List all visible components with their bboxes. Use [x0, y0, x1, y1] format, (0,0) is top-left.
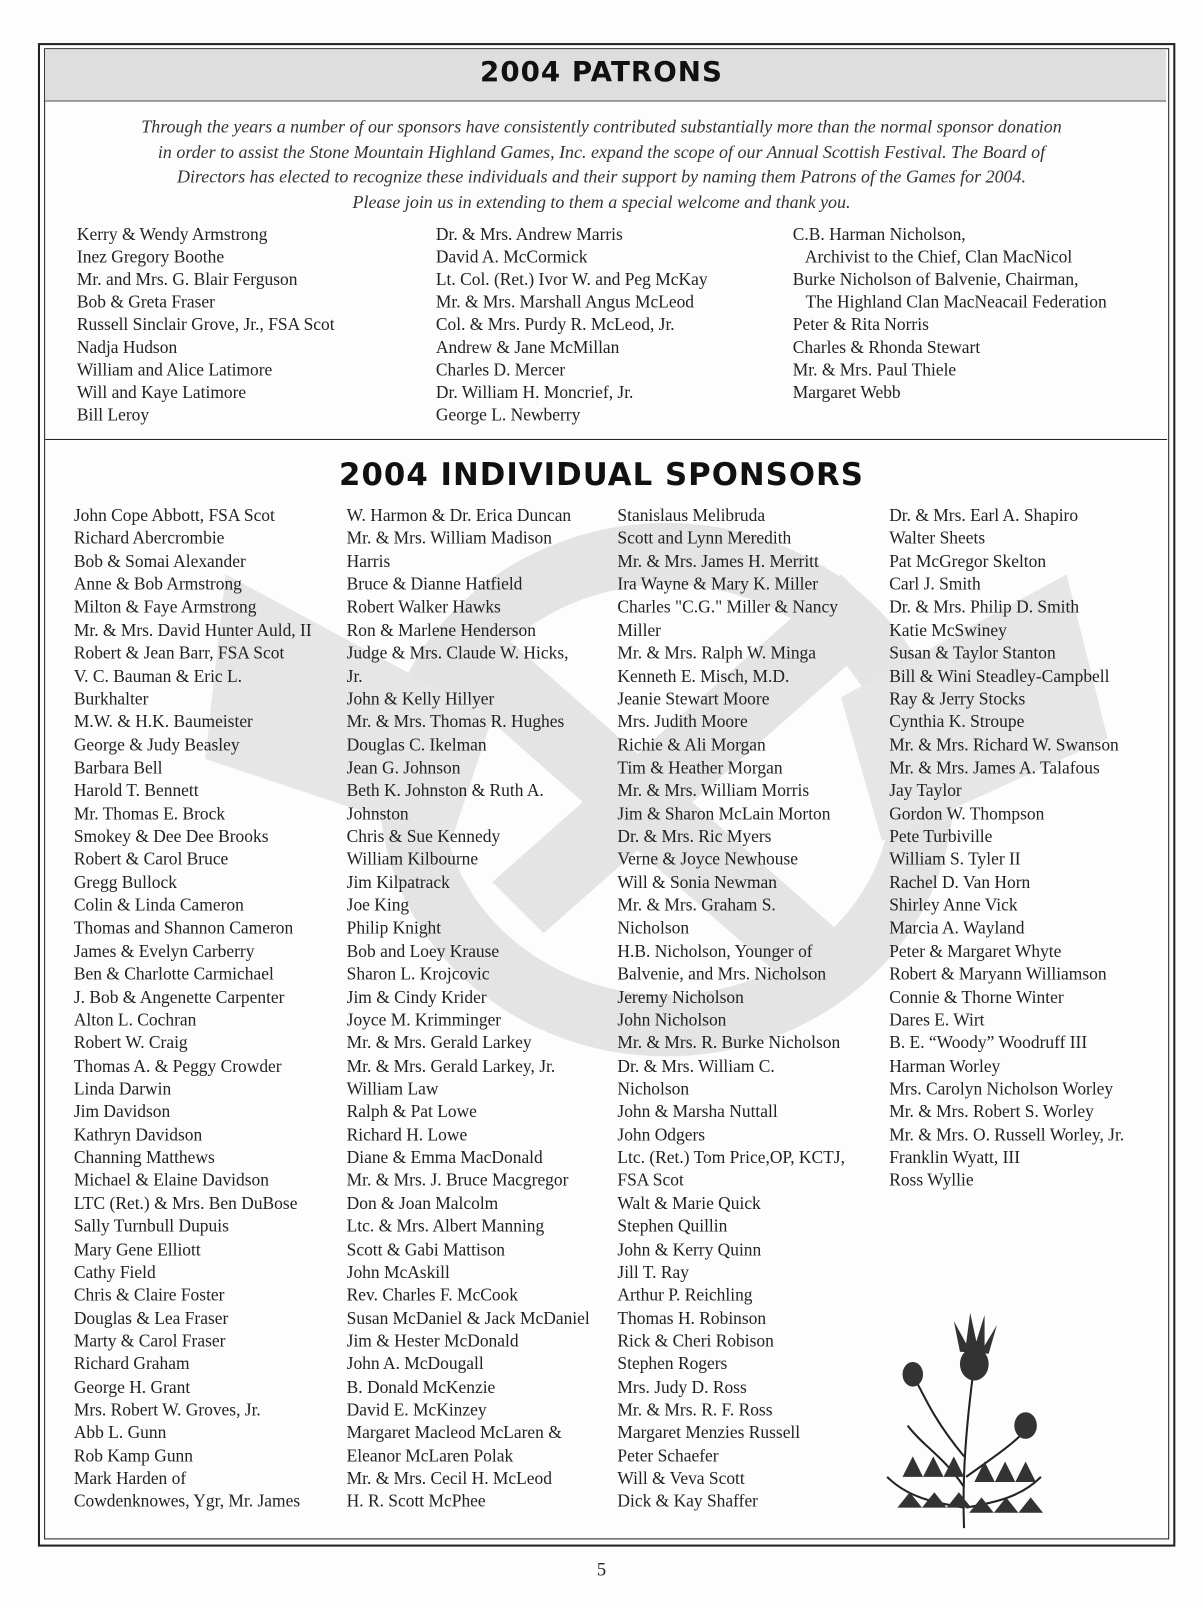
name-entry: Philip Knight: [346, 918, 442, 938]
patrons-intro: [72, 114, 1131, 215]
name-entry: Rick & Cheri Robison: [617, 1331, 774, 1351]
name-entry: J. Bob & Angenette Carpenter: [73, 987, 285, 1007]
name-entry: George L. Newberry: [435, 405, 581, 425]
name-entry: Margaret Webb: [792, 382, 901, 403]
name-entry: Richie & Ali Morgan: [617, 734, 766, 755]
name-entry: Inez Gregory Boothe: [76, 247, 225, 267]
name-entry: Dr. & Mrs. Philip D. Smith: [889, 597, 1080, 617]
name-entry: Richard Abercrombie: [73, 528, 225, 549]
name-entry: Ltc. & Mrs. Albert Manning: [346, 1216, 545, 1236]
name-entry: Cathy Field: [73, 1262, 156, 1282]
name-entry: Jeremy Nicholson: [617, 987, 744, 1007]
name-entry: Cowdenknowes, Ygr, Mr. James: [73, 1491, 301, 1512]
name-entry: William S. Tyler II: [889, 849, 1021, 870]
name-entry: Kenneth E. Misch, M.D.: [617, 666, 790, 686]
name-entry: B. Donald McKenzie: [346, 1377, 496, 1397]
name-entry: Mr. & Mrs. Paul Thiele: [792, 359, 957, 380]
sponsors-column-2: [347, 505, 590, 1514]
name-entry: Lt. Col. (Ret.) Ivor W. and Peg McKay: [435, 269, 708, 290]
name-entry: Mrs. Judith Moore: [617, 712, 748, 732]
name-entry: Douglas C. Ikelman: [346, 734, 487, 755]
name-entry: Judge & Mrs. Claude W. Hicks,: [346, 643, 569, 663]
name-entry: Marty & Carol Fraser: [73, 1331, 226, 1351]
name-entry: Shirley Anne Vick: [889, 895, 1018, 915]
name-entry: Ltc. (Ret.) Tom Price,OP, KCTJ,: [617, 1147, 845, 1168]
name-entry: Mr. Thomas E. Brock: [73, 803, 226, 824]
name-entry: Kathryn Davidson: [73, 1124, 203, 1145]
name-entry: Alton L. Cochran: [73, 1010, 197, 1030]
name-entry: Linda Darwin: [73, 1078, 172, 1099]
sponsors-title: 2004 INDIVIDUAL SPONSORS: [339, 457, 864, 494]
name-entry: Stephen Quillin: [617, 1216, 728, 1236]
name-entry: Mr. & Mrs. William Madison: [346, 528, 552, 549]
name-entry: Jr.: [346, 666, 363, 686]
name-entry: Rob Kamp Gunn: [73, 1445, 193, 1466]
name-entry: William and Alice Latimore: [76, 359, 273, 380]
name-entry: Jean G. Johnson: [346, 757, 461, 778]
name-entry: John A. McDougall: [346, 1354, 484, 1374]
name-entry: Bob & Somai Alexander: [73, 551, 246, 571]
name-entry: Richard Graham: [73, 1354, 190, 1374]
name-entry: Nicholson: [617, 918, 690, 938]
name-entry: David A. McCormick: [435, 247, 588, 267]
name-entry: Mr. & Mrs. R. Burke Nicholson: [617, 1033, 841, 1053]
name-entry: Smokey & Dee Dee Brooks: [73, 826, 269, 847]
name-entry: Milton & Faye Armstrong: [73, 597, 257, 617]
patrons-column-2: [436, 224, 708, 427]
name-entry: Ray & Jerry Stocks: [889, 689, 1026, 709]
name-entry: Mr. & Mrs. James H. Merritt: [617, 551, 819, 571]
name-entry: Col. & Mrs. Purdy R. McLeod, Jr.: [435, 314, 675, 335]
name-entry: Ron & Marlene Henderson: [346, 620, 536, 640]
name-entry: Mr. & Mrs. O. Russell Worley, Jr.: [889, 1124, 1125, 1145]
name-entry: William Law: [346, 1078, 439, 1099]
name-entry: Margaret Menzies Russell: [617, 1422, 801, 1443]
name-entry: Bill & Wini Steadley-Campbell: [889, 666, 1110, 686]
name-entry: Ira Wayne & Mary K. Miller: [617, 574, 819, 594]
name-entry: Johnston: [346, 803, 409, 824]
name-entry: Stanislaus Melibruda: [617, 505, 766, 526]
name-entry: Mr. & Mrs. Gerald Larkey: [346, 1033, 532, 1053]
name-entry: Abb L. Gunn: [73, 1422, 167, 1443]
name-entry: Mrs. Carolyn Nicholson Worley: [889, 1078, 1114, 1099]
page-number: 5: [596, 1558, 607, 1580]
name-entry: Jim & Sharon McLain Morton: [617, 803, 831, 824]
name-entry: Bob and Loey Krause: [346, 941, 500, 961]
name-entry: Jeanie Stewart Moore: [617, 689, 770, 709]
name-entry: John McAskill: [346, 1262, 450, 1282]
name-entry: Joe King: [346, 895, 410, 915]
patrons-title: 2004 PATRONS: [480, 56, 723, 89]
name-entry: Robert & Carol Bruce: [73, 849, 229, 870]
name-entry: Scott and Lynn Meredith: [617, 528, 792, 549]
sponsors-column-3: [617, 505, 845, 1514]
name-entry: Tim & Heather Morgan: [617, 757, 783, 778]
intro-line: in order to assist the Stone Mountain Highland Games, Inc. expand the scope of our Annual Scottish Festival. The Board of: [157, 141, 1046, 162]
name-entry: Robert & Jean Barr, FSA Scot: [73, 643, 285, 663]
name-entry: Walter Sheets: [889, 528, 986, 549]
name-entry: Dr. & Mrs. Earl A. Shapiro: [889, 505, 1079, 526]
thistle-illustration-icon: [882, 1303, 1046, 1539]
name-entry: H.B. Nicholson, Younger of: [617, 941, 813, 961]
name-entry: Harman Worley: [889, 1055, 1001, 1076]
name-entry: Mr. & Mrs. R. F. Ross: [617, 1399, 773, 1420]
name-entry: Mr. and Mrs. G. Blair Ferguson: [76, 269, 298, 290]
name-entry: The Highland Clan MacNeacail Federation: [792, 292, 1107, 312]
intro-line: Please join us in extending to them a special welcome and thank you.: [352, 191, 851, 212]
name-entry: Connie & Thorne Winter: [889, 987, 1064, 1007]
name-entry: Andrew & Jane McMillan: [435, 337, 620, 357]
name-entry: Mr. & Mrs. Ralph W. Minga: [617, 643, 816, 663]
name-entry: Rachel D. Van Horn: [889, 872, 1031, 893]
name-entry: Scott & Gabi Mattison: [346, 1239, 506, 1259]
name-entry: Charles & Rhonda Stewart: [792, 337, 981, 357]
name-entry: Jim & Cindy Krider: [346, 987, 487, 1007]
name-entry: Mr. & Mrs. Marshall Angus McLeod: [435, 292, 695, 312]
name-entry: John Odgers: [617, 1124, 706, 1145]
name-entry: Gregg Bullock: [73, 872, 177, 893]
name-entry: Chris & Claire Foster: [73, 1285, 225, 1305]
name-entry: John Cope Abbott, FSA Scot: [73, 505, 275, 526]
name-entry: Katie McSwiney: [889, 620, 1007, 640]
name-entry: Barbara Bell: [73, 757, 163, 778]
name-entry: H. R. Scott McPhee: [346, 1491, 486, 1512]
name-entry: Robert Walker Hawks: [346, 597, 501, 617]
name-entry: Stephen Rogers: [617, 1354, 728, 1374]
name-entry: Thomas A. & Peggy Crowder: [73, 1055, 282, 1076]
name-entry: Susan McDaniel & Jack McDaniel: [346, 1308, 590, 1328]
name-entry: Colin & Linda Cameron: [73, 895, 244, 915]
name-entry: Jill T. Ray: [617, 1262, 689, 1282]
name-entry: Harris: [346, 551, 391, 571]
name-entry: Bob & Greta Fraser: [76, 292, 215, 312]
name-entry: Ralph & Pat Lowe: [346, 1101, 477, 1122]
name-entry: Anne & Bob Armstrong: [73, 574, 242, 594]
name-entry: Douglas & Lea Fraser: [73, 1308, 229, 1328]
name-entry: Jim Kilpatrack: [346, 872, 450, 893]
name-entry: Susan & Taylor Stanton: [889, 643, 1056, 663]
name-entry: Bruce & Dianne Hatfield: [346, 574, 523, 594]
name-entry: Joyce M. Krimminger: [346, 1010, 502, 1030]
name-entry: Mr. & Mrs. Thomas R. Hughes: [346, 712, 565, 732]
name-entry: Thomas and Shannon Cameron: [73, 918, 294, 938]
name-entry: Will and Kaye Latimore: [76, 382, 247, 403]
name-entry: Mark Harden of: [73, 1468, 187, 1489]
name-entry: V. C. Bauman & Eric L.: [73, 666, 243, 686]
name-entry: Gordon W. Thompson: [889, 803, 1045, 824]
name-entry: Robert & Maryann Williamson: [889, 964, 1107, 984]
name-entry: Don & Joan Malcolm: [346, 1193, 499, 1214]
name-entry: Mary Gene Elliott: [73, 1239, 201, 1259]
name-entry: Harold T. Bennett: [73, 780, 199, 801]
name-entry: George H. Grant: [73, 1377, 191, 1397]
name-entry: Jim & Hester McDonald: [346, 1331, 519, 1351]
name-entry: Kerry & Wendy Armstrong: [76, 224, 268, 245]
name-entry: Chris & Sue Kennedy: [346, 826, 501, 847]
name-entry: W. Harmon & Dr. Erica Duncan: [346, 505, 572, 526]
name-entry: Charles D. Mercer: [435, 359, 566, 380]
name-entry: Burke Nicholson of Balvenie, Chairman,: [792, 269, 1079, 290]
name-entry: John Nicholson: [617, 1010, 727, 1030]
name-entry: Nicholson: [617, 1078, 690, 1099]
name-entry: Robert W. Craig: [73, 1033, 188, 1053]
name-entry: Mr. & Mrs. William Morris: [617, 780, 810, 801]
name-entry: Nadja Hudson: [76, 337, 178, 357]
sponsors-column-4: [889, 505, 1124, 1193]
name-entry: David E. McKinzey: [346, 1399, 487, 1420]
name-entry: Michael & Elaine Davidson: [73, 1170, 269, 1191]
name-entry: Carl J. Smith: [889, 574, 981, 594]
name-entry: C.B. Harman Nicholson,: [792, 224, 966, 245]
patrons-column-1: [77, 224, 335, 427]
name-entry: Arthur P. Reichling: [617, 1285, 753, 1305]
name-entry: Peter & Margaret Whyte: [889, 941, 1062, 961]
name-entry: George & Judy Beasley: [73, 734, 240, 755]
name-entry: Diane & Emma MacDonald: [346, 1147, 543, 1168]
name-entry: William Kilbourne: [346, 849, 479, 870]
name-entry: James & Evelyn Carberry: [73, 941, 255, 961]
name-entry: LTC (Ret.) & Mrs. Ben DuBose: [73, 1193, 298, 1214]
name-entry: Dr. & Mrs. Ric Myers: [617, 826, 772, 847]
name-entry: Peter & Rita Norris: [792, 314, 929, 335]
name-entry: Marcia A. Wayland: [889, 918, 1025, 938]
name-entry: Margaret Macleod McLaren &: [346, 1422, 562, 1443]
name-entry: Balvenie, and Mrs. Nicholson: [617, 964, 827, 984]
intro-line: Directors has elected to recognize these individuals and their support by naming them Patrons of the Games for 2004.: [177, 166, 1026, 187]
name-entry: John & Marsha Nuttall: [617, 1101, 778, 1122]
intro-line: Through the years a number of our sponsors have consistently contributed substantially more than the normal sponsor donation: [141, 115, 1062, 137]
name-entry: Mr. & Mrs. J. Bruce Macgregor: [346, 1170, 569, 1191]
sponsors-column-1: [74, 505, 312, 1514]
name-entry: Will & Veva Scott: [617, 1468, 745, 1489]
name-entry: Verne & Joyce Newhouse: [617, 849, 799, 870]
name-entry: Ben & Charlotte Carmichael: [73, 964, 274, 984]
name-entry: Mr. & Mrs. Cecil H. McLeod: [346, 1468, 552, 1489]
name-entry: Beth K. Johnston & Ruth A.: [346, 780, 544, 801]
name-entry: Richard H. Lowe: [346, 1124, 468, 1145]
name-entry: FSA Scot: [617, 1170, 684, 1191]
name-entry: Dick & Kay Shaffer: [617, 1491, 758, 1512]
name-entry: Mr. & Mrs. Graham S.: [617, 895, 776, 915]
name-entry: Charles "C.G." Miller & Nancy: [617, 597, 838, 617]
name-entry: Mrs. Robert W. Groves, Jr.: [73, 1399, 261, 1420]
name-entry: Mr. & Mrs. Richard W. Swanson: [889, 734, 1119, 755]
name-entry: Pete Turbiville: [889, 826, 993, 847]
name-entry: Dares E. Wirt: [889, 1010, 985, 1030]
section-divider: [45, 439, 1167, 440]
name-entry: Cynthia K. Stroupe: [889, 712, 1025, 732]
name-entry: Miller: [617, 620, 661, 640]
name-entry: Sally Turnbull Dupuis: [73, 1216, 229, 1236]
name-entry: Russell Sinclair Grove, Jr., FSA Scot: [76, 314, 335, 335]
name-entry: Jim Davidson: [73, 1101, 171, 1122]
name-entry: Dr. & Mrs. William C.: [617, 1055, 775, 1076]
name-entry: Jay Taylor: [889, 780, 962, 801]
name-entry: Mr. & Mrs. David Hunter Auld, II: [73, 620, 312, 640]
name-entry: Channing Matthews: [73, 1147, 215, 1168]
name-entry: Archivist to the Chief, Clan MacNicol: [792, 247, 1073, 267]
name-entry: Dr. & Mrs. Andrew Marris: [435, 224, 623, 245]
name-entry: Mrs. Judy D. Ross: [617, 1377, 747, 1397]
name-entry: Eleanor McLaren Polak: [346, 1445, 514, 1466]
name-entry: Burkhalter: [73, 689, 149, 709]
name-entry: Franklin Wyatt, III: [889, 1147, 1021, 1168]
name-entry: Rev. Charles F. McCook: [346, 1285, 518, 1305]
name-entry: Pat McGregor Skelton: [889, 551, 1047, 571]
name-entry: Peter Schaefer: [617, 1445, 719, 1466]
patrons-column-3: [793, 224, 1107, 405]
name-entry: M.W. & H.K. Baumeister: [73, 712, 253, 732]
name-entry: Sharon L. Krojcovic: [346, 964, 490, 984]
name-entry: John & Kerry Quinn: [617, 1239, 762, 1259]
name-entry: Thomas H. Robinson: [617, 1308, 767, 1328]
name-entry: Bill Leroy: [76, 405, 150, 425]
name-entry: John & Kelly Hillyer: [346, 689, 495, 709]
name-entry: Mr. & Mrs. Gerald Larkey, Jr.: [346, 1055, 556, 1076]
name-entry: Mr. & Mrs. Robert S. Worley: [889, 1101, 1094, 1122]
name-entry: Mr. & Mrs. James A. Talafous: [889, 757, 1100, 778]
name-entry: Will & Sonia Newman: [617, 872, 778, 893]
name-entry: Walt & Marie Quick: [617, 1193, 761, 1214]
name-entry: B. E. “Woody” Woodruff III: [889, 1033, 1088, 1053]
name-entry: Ross Wyllie: [889, 1170, 974, 1191]
name-entry: Dr. William H. Moncrief, Jr.: [435, 382, 634, 403]
